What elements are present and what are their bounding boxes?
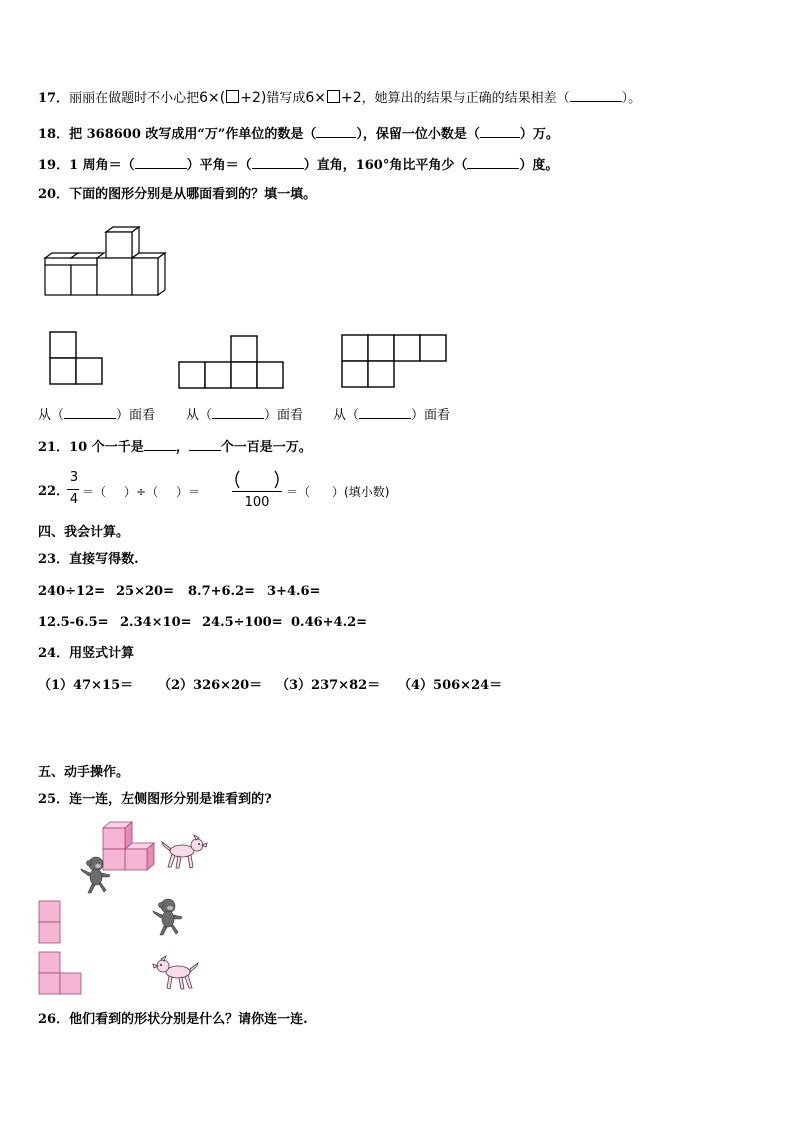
label-text: 从（ — [38, 408, 65, 423]
question-text: 1 周角＝（ — [69, 158, 135, 173]
view-shape-3 — [341, 334, 447, 388]
calc-row2-item3: 24.5÷100= — [202, 615, 283, 630]
label-text: 从（ — [333, 408, 360, 423]
dog-icon — [160, 834, 208, 870]
question-text: ）度。 — [519, 158, 559, 173]
label-text: ）面看 — [116, 408, 156, 423]
calc-row2-item2: 2.34×10= — [120, 615, 192, 630]
vertical-calc-item4: （4）506×24＝ — [398, 678, 503, 693]
equation-text: ）(填小数) — [332, 485, 390, 499]
question-22-number — [38, 484, 69, 500]
fraction-bar-100 — [232, 491, 282, 492]
cube-stack-figure — [40, 225, 170, 300]
monkey-icon — [150, 897, 186, 937]
question-text: ），保留一位小数是（ — [356, 127, 480, 142]
answer-blank[interactable] — [135, 156, 187, 169]
math-expression — [199, 90, 266, 106]
question-number: 20． — [38, 187, 70, 202]
view-label-3 — [333, 406, 450, 424]
question-number: 25． — [38, 792, 70, 807]
label-text: 从（ — [186, 408, 213, 423]
square-box — [327, 90, 340, 103]
question-text: ，她算出的结果与正确的结果相差（ — [361, 91, 570, 106]
calc-row1-item2: 25×20= — [116, 584, 174, 599]
view-shape-2 — [178, 335, 284, 389]
pink-view-shape-b — [38, 951, 84, 995]
answer-blank[interactable] — [252, 156, 304, 169]
question-21 — [38, 438, 312, 456]
question-text: 用竖式计算 — [69, 646, 135, 661]
expr-part: +2) — [240, 90, 267, 106]
question-text: 直接写得数. — [69, 552, 139, 567]
expr-part: +2 — [340, 90, 362, 106]
equation-text: ）÷（ — [124, 485, 159, 499]
question-22-equation-b — [286, 484, 389, 500]
question-text: 下面的图形分别是从哪面看到的？填一填。 — [69, 187, 317, 202]
question-text: 把 368600 改写成用“万”作单位的数是（ — [69, 127, 317, 142]
question-number: 17． — [38, 91, 70, 106]
question-number: 22． — [38, 484, 70, 499]
answer-blank[interactable] — [316, 125, 356, 138]
calc-row1-item3: 8.7+6.2= — [188, 584, 256, 599]
question-text: ）直角，160°角比平角少（ — [303, 158, 468, 173]
question-number: 24． — [38, 646, 70, 661]
question-24 — [38, 646, 134, 662]
question-17 — [38, 89, 641, 107]
view-shape-1 — [49, 331, 103, 385]
dog-icon — [152, 955, 200, 991]
vertical-calc-item1: （1）47×15＝ — [38, 678, 134, 693]
question-number: 18． — [38, 127, 70, 142]
section-4-title: 四、我会计算。 — [38, 525, 130, 540]
expr-part: 6× — [305, 90, 326, 106]
question-23 — [38, 552, 139, 568]
answer-blank[interactable] — [570, 89, 622, 102]
question-number: 26． — [38, 1012, 70, 1027]
vertical-calc-item3: （3）237×82＝ — [276, 678, 381, 693]
equation-text: ＝（ — [286, 485, 311, 499]
fraction-bar — [67, 489, 79, 490]
answer-blank[interactable] — [144, 438, 176, 451]
question-text: 个一百是一万。 — [220, 440, 312, 455]
answer-blank[interactable] — [212, 406, 264, 419]
fraction-blank-parens — [232, 469, 282, 491]
equation-text: ）＝ — [176, 485, 201, 499]
question-22-equation-a — [82, 484, 200, 500]
monkey-icon — [78, 855, 114, 895]
question-25 — [38, 792, 272, 808]
view-label-2 — [186, 406, 303, 424]
question-text: 错写成 — [266, 91, 306, 106]
answer-blank[interactable] — [359, 406, 411, 419]
question-number: 21． — [38, 440, 70, 455]
view-label-1 — [38, 406, 155, 424]
answer-blank[interactable] — [480, 125, 520, 138]
question-number: 19． — [38, 158, 70, 173]
question-text: 连一连，左侧图形分别是谁看到的? — [69, 792, 272, 807]
fraction-denominator: 4 — [69, 492, 79, 507]
answer-blank[interactable] — [64, 406, 116, 419]
question-19 — [38, 156, 558, 174]
section-5-title: 五、动手操作。 — [38, 765, 130, 780]
question-text: ）万。 — [519, 127, 559, 142]
expr-part: 6×( — [199, 90, 226, 106]
question-number: 23． — [38, 552, 70, 567]
label-text: ）面看 — [264, 408, 304, 423]
answer-blank[interactable] — [467, 156, 519, 169]
question-text: 他们看到的形状分别是什么？请你连一连. — [69, 1012, 308, 1027]
question-text: ， — [175, 440, 189, 455]
label-text: ）面看 — [411, 408, 451, 423]
calc-row2-item1: 12.5-6.5= — [38, 615, 109, 630]
vertical-calc-item2: （2）326×20＝ — [158, 678, 263, 693]
question-text: ）平角＝（ — [186, 158, 252, 173]
question-text: ）。 — [621, 91, 642, 106]
question-text: 丽丽在做题时不小心把 — [69, 91, 200, 106]
calc-row1-item1: 240÷12= — [38, 584, 106, 599]
calc-row2-item4: 0.46+4.2= — [291, 615, 368, 630]
square-box — [226, 90, 239, 103]
calc-row1-item4: 3+4.6= — [267, 584, 321, 599]
fraction-numerator: 3 — [69, 470, 79, 485]
pink-view-shape-a — [38, 900, 62, 944]
math-expression — [305, 90, 361, 106]
answer-blank[interactable] — [189, 438, 221, 451]
equation-text: ＝（ — [82, 485, 107, 499]
question-20 — [38, 187, 316, 203]
question-18 — [38, 125, 559, 143]
fraction-denominator-100: 100 — [244, 495, 270, 510]
question-26 — [38, 1012, 308, 1028]
question-text: 10 个一千是 — [69, 440, 144, 455]
